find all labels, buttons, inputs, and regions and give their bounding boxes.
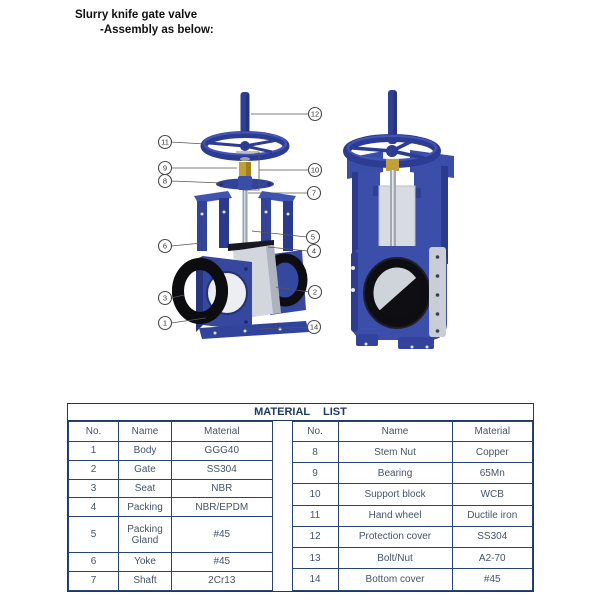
col-header-material: Material <box>452 422 532 442</box>
assembled-stem <box>390 170 396 246</box>
material-table-left <box>68 421 273 591</box>
col-header-material: Material <box>172 422 273 442</box>
col-header-name: Name <box>119 422 172 442</box>
table-header-row <box>292 422 532 442</box>
table-row: 2 Gate SS304 <box>69 460 273 479</box>
svg-text:6: 6 <box>162 241 168 251</box>
svg-text:3: 3 <box>162 293 168 303</box>
table-row: 6 Yoke #45 <box>69 553 273 572</box>
table-row: 7 Shaft 2Cr13 <box>69 571 273 590</box>
col-header-no: No. <box>69 422 119 442</box>
title-line-2: -Assembly as below: <box>100 24 214 36</box>
exploded-view <box>159 92 322 339</box>
table-row: 5 Packing Gland #45 <box>69 517 273 553</box>
table-row: 1 Body GGG40 <box>69 442 273 461</box>
table-row: 3 Seat NBR <box>69 479 273 498</box>
table-row: 12 Protection cover SS304 <box>292 526 532 547</box>
callout-6 <box>159 240 203 253</box>
svg-text:14: 14 <box>309 322 319 332</box>
table-header-row <box>69 422 273 442</box>
callout-11 <box>159 136 206 149</box>
svg-text:2: 2 <box>312 287 318 297</box>
col-header-name: Name <box>338 422 452 442</box>
svg-text:12: 12 <box>310 109 320 119</box>
table-row: 14 Bottom cover #45 <box>292 569 532 590</box>
hand-wheel-part <box>204 133 286 158</box>
washer-part <box>240 157 250 161</box>
svg-text:11: 11 <box>161 137 169 147</box>
svg-text:5: 5 <box>310 232 316 242</box>
svg-text:9: 9 <box>162 163 168 173</box>
assembled-stem-nut <box>386 159 399 171</box>
svg-text:1: 1 <box>162 318 168 328</box>
material-list-title: MATERIAL LIST <box>68 404 533 421</box>
material-list <box>67 403 534 592</box>
callout-12 <box>251 108 322 121</box>
col-header-no: No. <box>292 422 338 442</box>
table-row: 9 Bearing 65Mn <box>292 463 532 484</box>
table-row: 11 Hand wheel Ductile iron <box>292 505 532 526</box>
svg-text:8: 8 <box>162 176 168 186</box>
protection-cover-part <box>241 92 250 136</box>
table-gap-column <box>273 421 292 591</box>
assembled-bolt-flange <box>429 247 446 337</box>
title-line-1: Slurry knife gate valve <box>75 9 198 21</box>
svg-text:4: 4 <box>311 246 317 256</box>
callout-8 <box>159 175 223 188</box>
assembled-body <box>351 246 447 340</box>
bearing-part <box>216 176 274 190</box>
table-row: 4 Packing NBR/EPDM <box>69 498 273 517</box>
stem-nut-part <box>239 162 251 177</box>
svg-text:10: 10 <box>310 165 320 175</box>
table-row: 8 Stem Nut Copper <box>292 442 532 463</box>
table-row: 13 Bolt/Nut A2-70 <box>292 548 532 569</box>
table-row: 10 Support block WCB <box>292 484 532 505</box>
assembled-view <box>347 90 454 349</box>
callout-9 <box>159 162 238 175</box>
material-table-right <box>292 421 533 591</box>
svg-text:7: 7 <box>311 188 317 198</box>
